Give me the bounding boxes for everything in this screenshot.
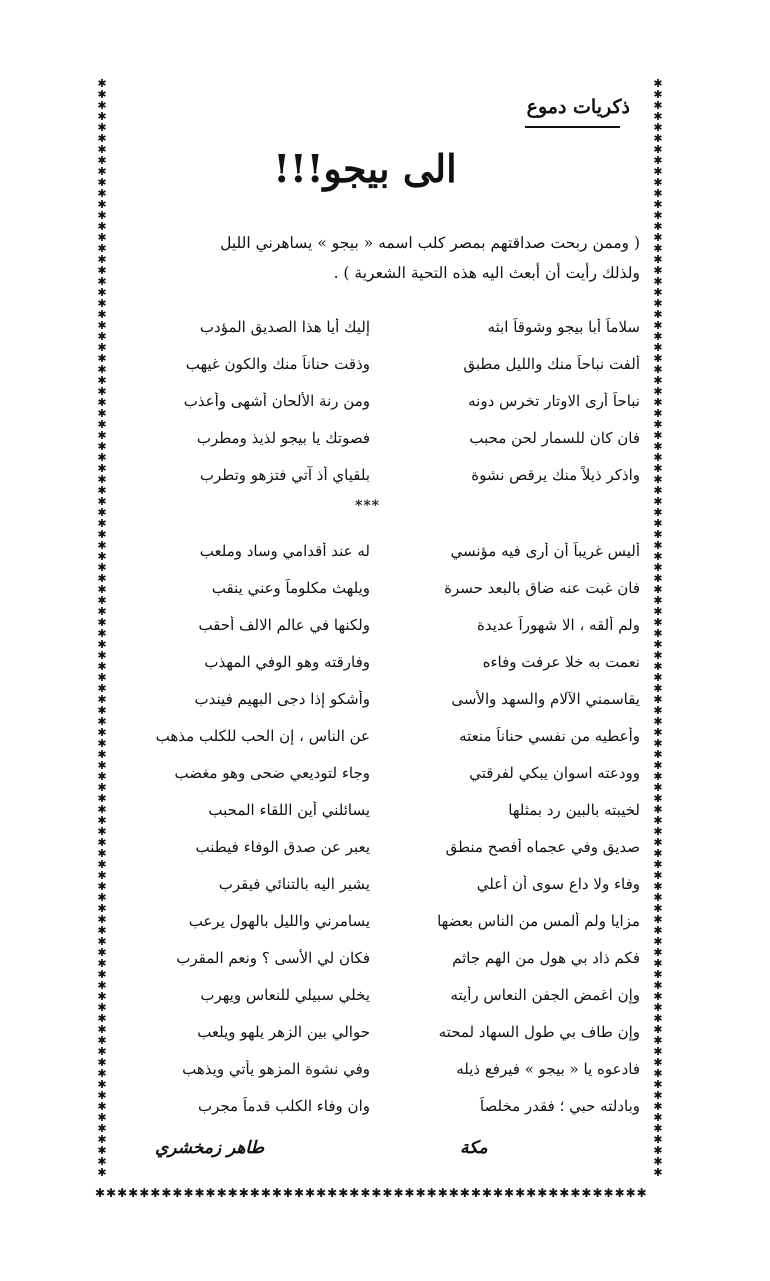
star-ornament: ✱ [653,572,663,585]
star-ornament: ✱ [653,649,663,662]
star-ornament: ✱ [97,1056,107,1069]
star-ornament: ✱ [653,99,663,112]
star-ornament: ✱ [97,198,107,211]
star-ornament: ✱ [653,1045,663,1058]
star-ornament: ✱ [97,143,107,156]
star-ornament: ✱ [653,242,663,255]
star-ornament: ✱ [97,286,107,299]
poem-introduction [130,228,640,288]
star-ornament: ✱ [653,957,663,970]
verse-first-hemistich: واذكر ذيلاً منك يرقص نشوة [471,465,640,484]
star-ornament: ✱ [97,1133,107,1146]
star-ornament: ✱ [97,78,107,90]
star-ornament: ✱ [653,1133,663,1146]
star-ornament: ✱ [653,462,663,475]
star-ornament: ✱ [97,836,107,849]
star-ornament: ✱ [653,836,663,849]
star-ornament: ✱ [97,1067,107,1080]
star-ornament: ✱ [653,517,663,530]
right-star-border [651,78,665,1193]
star-ornament: ✱ [97,308,107,321]
star-ornament: ✱ [653,121,663,134]
star-ornament: ✱ [653,605,663,618]
star-ornament: ✱ [653,880,663,893]
star-ornament: ✱ [97,517,107,530]
star-ornament: ✱ [653,616,663,629]
verse-second-hemistich: يشير اليه بالتنائي فيقرب [218,874,370,893]
place-name: مكة [460,1138,488,1158]
star-ornament: ✱ [97,825,107,838]
star-ornament: ✱ [653,286,663,299]
verse-first-hemistich: مزايا ولم ألمس من الناس بعضها [437,911,640,930]
verse-second-hemistich: وفارقته وهو الوفي المهذب [204,652,370,671]
star-ornament: ✱ [653,781,663,794]
star-ornament: ✱ [97,264,107,277]
verse-row [115,939,640,976]
star-ornament: ✱ [97,396,107,409]
star-ornament: ✱ [653,583,663,596]
verse-second-hemistich: ومن رنة الألحان أشهى وأعذب [183,391,370,410]
star-ornament: ✱ [97,935,107,948]
star-ornament: ✱ [653,869,663,882]
star-ornament: ✱ [97,605,107,618]
star-ornament: ✱ [653,726,663,739]
verse-first-hemistich: وإن طاف بي طول السهاد لمحته [438,1022,640,1041]
verse-second-hemistich: له عند أقدامي وساد وملعب [199,541,370,560]
verse-first-hemistich: وأعطيه من نفسي حناناً منعته [459,726,640,745]
verse-row [115,456,640,493]
verse-second-hemistich: فصوتك يا بيجو لذيذ ومطرب [196,428,370,447]
star-ornament: ✱ [97,1045,107,1058]
star-ornament: ✱ [653,1089,663,1102]
star-ornament: ✱ [97,781,107,794]
star-ornament: ✱ [653,825,663,838]
verse-row [115,1013,640,1050]
star-ornament: ✱ [653,132,663,145]
star-ornament: ✱ [97,363,107,376]
star-ornament: ✱ [653,352,663,365]
star-ornament: ✱ [653,429,663,442]
star-ornament: ✱ [97,495,107,508]
star-ornament: ✱ [97,1034,107,1047]
verse-second-hemistich: إليك أيا هذا الصديق المؤدب [199,317,370,336]
verse-second-hemistich: وان وفاء الكلب قدماً مجرب [197,1096,370,1115]
verse-row [115,680,640,717]
verse-second-hemistich: وجاء لتوديعي ضحى وهو مغضب [174,763,370,782]
star-ornament: ✱ [653,253,663,266]
star-ornament: ✱ [97,561,107,574]
star-ornament: ✱ [97,990,107,1003]
star-ornament: ✱ [97,1012,107,1025]
star-ornament: ✱ [653,924,663,937]
star-ornament: ✱ [653,792,663,805]
verse-first-hemistich: فان غبت عنه ضاق بالبعد حسرة [444,578,640,597]
star-ornament: ✱ [97,209,107,222]
star-ornament: ✱ [97,704,107,717]
star-ornament: ✱ [97,374,107,387]
star-ornament: ✱ [97,110,107,123]
star-ornament: ✱ [97,484,107,497]
star-ornament: ✱ [653,660,663,673]
star-ornament: ✱ [97,440,107,453]
star-ornament: ✱ [97,1111,107,1124]
star-ornament: ✱ [97,869,107,882]
star-ornament: ✱ [653,528,663,541]
star-ornament: ✱ [97,737,107,750]
star-ornament: ✱ [97,253,107,266]
star-ornament: ✱ [653,935,663,948]
star-ornament: ✱ [97,429,107,442]
star-ornament: ✱ [653,1067,663,1080]
star-ornament: ✱ [97,550,107,563]
star-ornament: ✱ [653,165,663,178]
stanza-one [115,308,640,493]
star-ornament: ✱ [653,1111,663,1124]
star-ornament: ✱ [97,792,107,805]
verse-first-hemistich: وودعته اسوان يبكي لفرقتي [469,763,640,782]
star-ornament: ✱ [97,891,107,904]
stanza-separator: *** [355,498,380,514]
verse-row [115,754,640,791]
star-ornament: ✱ [97,1155,107,1168]
star-ornament: ✱ [97,770,107,783]
star-ornament: ✱ [97,385,107,398]
verse-first-hemistich: وإن اغمض الجفن النعاس رأيته [450,985,640,1004]
star-ornament: ✱ [653,561,663,574]
star-ornament: ✱ [97,99,107,112]
verse-row [115,828,640,865]
star-ornament: ✱ [97,594,107,607]
star-ornament: ✱ [97,451,107,464]
star-ornament: ✱ [653,319,663,332]
star-ornament: ✱ [97,1001,107,1014]
star-ornament: ✱ [653,913,663,926]
verse-row [115,1050,640,1087]
star-ornament: ✱ [97,121,107,134]
star-ornament: ✱ [653,363,663,376]
star-ornament: ✱ [653,627,663,640]
star-ornament: ✱ [97,682,107,695]
star-ornament: ✱ [653,440,663,453]
star-ornament: ✱ [97,462,107,475]
star-ornament: ✱ [653,704,663,717]
verse-second-hemistich: وأشكو إذا دجى البهيم فيندب [194,689,370,708]
intro-line: ( وممن ربحت صداقتهم بمصر كلب اسمه « بيجو » يساهرني الليل [220,234,640,252]
star-ornament: ✱ [653,1034,663,1047]
star-ornament: ✱ [97,330,107,343]
star-ornament: ✱ [653,78,663,90]
star-ornament: ✱ [653,847,663,860]
star-ornament: ✱ [653,231,663,244]
star-ornament: ✱ [97,715,107,728]
star-ornament: ✱ [97,165,107,178]
verse-second-hemistich: فكان لي الأسى ؟ ونعم المقرب [176,948,370,967]
star-ornament: ✱ [653,759,663,772]
star-ornament: ✱ [653,495,663,508]
verse-first-hemistich: سلاماً أبا بيجو وشوقاً ابثه [487,317,640,336]
star-ornament: ✱ [97,176,107,189]
verse-row [115,1087,640,1124]
star-ornament: ✱ [97,407,107,420]
star-ornament: ✱ [653,1166,663,1179]
star-ornament: ✱ [97,572,107,585]
verse-second-hemistich: يسامرني والليل بالهول يرعب [188,911,370,930]
star-ornament: ✱ [97,814,107,827]
star-ornament: ✱ [97,319,107,332]
star-ornament: ✱ [653,594,663,607]
star-ornament: ✱ [97,1078,107,1091]
star-ornament: ✱ [97,627,107,640]
star-ornament: ✱ [653,407,663,420]
star-ornament: ✱ [653,946,663,959]
verse-first-hemistich: وبادلته حبي ؛ فقدر مخلصاً [479,1096,640,1115]
star-ornament: ✱ [97,583,107,596]
star-ornament: ✱ [653,484,663,497]
verse-first-hemistich: فادعوه يا « بيجو » فيرفع ذيله [456,1059,640,1078]
star-ornament: ✱ [97,693,107,706]
star-ornament: ✱ [653,1155,663,1168]
verse-row [115,791,640,828]
star-ornament: ✱ [653,891,663,904]
star-ornament: ✱ [653,143,663,156]
star-ornament: ✱ [653,88,663,101]
star-ornament: ✱ [97,671,107,684]
star-ornament: ✱ [653,1100,663,1113]
star-ornament: ✱ [653,418,663,431]
star-ornament: ✱ [653,198,663,211]
star-ornament: ✱ [653,275,663,288]
left-star-border [95,78,109,1193]
star-ornament: ✱ [653,715,663,728]
verse-first-hemistich: وفاء ولا داع سوى أن أعلي [476,874,640,893]
star-ornament: ✱ [97,1122,107,1135]
star-ornament: ✱ [97,957,107,970]
verse-first-hemistich: أليس غريباً أن أرى فيه مؤنسي [450,541,640,560]
star-ornament: ✱ [653,814,663,827]
verse-row [115,382,640,419]
star-ornament: ✱ [97,506,107,519]
star-ornament: ✱ [653,451,663,464]
star-ornament: ✱ [653,187,663,200]
star-ornament: ✱ [653,209,663,222]
verse-row [115,345,640,382]
star-ornament: ✱ [653,220,663,233]
star-ornament: ✱ [97,231,107,244]
star-ornament: ✱ [97,759,107,772]
bottom-star-border: ✱✱✱✱✱✱✱✱✱✱✱✱✱✱✱✱✱✱✱✱✱✱✱✱✱✱✱✱✱✱✱✱✱✱✱✱✱✱✱✱✱✱✱✱✱✱✱✱✱✱ [95,1186,648,1200]
verse-first-hemistich: نباحاً أرى الاوتار تخرس دونه [468,391,640,410]
verse-second-hemistich: يعبر عن صدق الوفاء فيطنب [195,837,370,856]
verse-row [115,902,640,939]
star-ornament: ✱ [653,341,663,354]
verse-second-hemistich: ولكنها في عالم الالف أحقب [198,615,370,634]
star-ornament: ✱ [653,968,663,981]
star-ornament: ✱ [97,1089,107,1102]
verse-first-hemistich: فكم ذاد بي هول من الهم جاثم [452,948,640,967]
star-ornament: ✱ [653,550,663,563]
star-ornament: ✱ [97,473,107,486]
verse-row [115,308,640,345]
section-heading-underline [525,126,620,128]
verse-row [115,717,640,754]
star-ornament: ✱ [97,352,107,365]
star-ornament: ✱ [653,990,663,1003]
star-ornament: ✱ [97,902,107,915]
star-ornament: ✱ [653,682,663,695]
verse-row [115,569,640,606]
star-ornament: ✱ [97,649,107,662]
verse-first-hemistich: فان كان للسمار لحن محبب [469,428,640,447]
star-ornament: ✱ [97,946,107,959]
verse-second-hemistich: حوالي بين الزهر يلهو ويلعب [197,1022,370,1041]
star-ornament: ✱ [97,913,107,926]
star-ornament: ✱ [653,1001,663,1014]
star-ornament: ✱ [97,1166,107,1179]
star-ornament: ✱ [653,1023,663,1036]
verse-second-hemistich: يخلي سبيلي للنعاس ويهرب [200,985,370,1004]
star-ornament: ✱ [97,979,107,992]
star-ornament: ✱ [97,638,107,651]
star-ornament: ✱ [97,660,107,673]
star-ornament: ✱ [653,176,663,189]
star-ornament: ✱ [653,803,663,816]
star-ornament: ✱ [653,297,663,310]
star-ornament: ✱ [653,979,663,992]
star-ornament: ✱ [97,418,107,431]
star-ornament: ✱ [97,880,107,893]
star-ornament: ✱ [653,110,663,123]
star-ornament: ✱ [97,1023,107,1036]
intro-line: ولذلك رأيت أن أبعث اليه هذه التحية الشعرية ) . [333,264,640,282]
star-ornament: ✱ [653,671,663,684]
star-ornament: ✱ [653,396,663,409]
star-ornament: ✱ [97,1100,107,1113]
poem-title: الى بيجو!!! [273,146,457,191]
star-ornament: ✱ [97,528,107,541]
star-ornament: ✱ [97,748,107,761]
star-ornament: ✱ [653,385,663,398]
star-ornament: ✱ [653,1056,663,1069]
star-ornament: ✱ [97,858,107,871]
star-ornament: ✱ [653,308,663,321]
verse-row [115,606,640,643]
star-ornament: ✱ [97,803,107,816]
verse-first-hemistich: نعمت به خلا عرفت وفاءه [482,652,640,671]
star-ornament: ✱ [653,748,663,761]
star-ornament: ✱ [653,770,663,783]
verse-first-hemistich: صديق وفي عجماه أفصح منطق [445,837,640,856]
star-ornament: ✱ [97,847,107,860]
verse-second-hemistich: ويلهث مكلوماً وعني ينقب [211,578,370,597]
verse-row [115,419,640,456]
star-ornament: ✱ [653,693,663,706]
star-ornament: ✱ [97,132,107,145]
star-ornament: ✱ [653,473,663,486]
section-heading: ذكريات دموع [526,96,630,118]
star-ornament: ✱ [97,968,107,981]
star-ornament: ✱ [97,154,107,167]
star-ornament: ✱ [97,1144,107,1157]
star-ornament: ✱ [653,264,663,277]
star-ornament: ✱ [97,726,107,739]
verse-second-hemistich: وذقت حناناً منك والكون غيهب [185,354,370,373]
verse-row [115,532,640,569]
star-ornament: ✱ [97,924,107,937]
star-ornament: ✱ [97,220,107,233]
verse-row [115,976,640,1013]
verse-second-hemistich: عن الناس ، إن الحب للكلب مذهب [155,726,370,745]
verse-second-hemistich: يسائلني أين اللقاء المحبب [208,800,370,819]
star-ornament: ✱ [97,242,107,255]
star-ornament: ✱ [97,341,107,354]
star-ornament: ✱ [653,902,663,915]
star-ornament: ✱ [97,187,107,200]
star-ornament: ✱ [653,1078,663,1091]
star-ornament: ✱ [653,539,663,552]
verse-second-hemistich: وفي نشوة المزهو يأتي ويذهب [182,1059,370,1078]
star-ornament: ✱ [653,1144,663,1157]
star-ornament: ✱ [653,506,663,519]
star-ornament: ✱ [653,1122,663,1135]
verse-first-hemistich: يقاسمني الآلام والسهد والأسى [451,689,640,708]
verse-row [115,643,640,680]
author-signature: طاهر زمخشري [155,1138,265,1158]
star-ornament: ✱ [653,638,663,651]
star-ornament: ✱ [97,88,107,101]
verse-first-hemistich: ألفت نباحاً منك والليل مطبق [463,354,640,373]
star-ornament: ✱ [653,1012,663,1025]
star-ornament: ✱ [653,330,663,343]
verse-second-hemistich: بلقياي أذ آتي فتزهو وتطرب [199,465,370,484]
star-ornament: ✱ [653,737,663,750]
star-ornament: ✱ [653,374,663,387]
star-ornament: ✱ [97,297,107,310]
star-ornament: ✱ [653,154,663,167]
star-ornament: ✱ [653,858,663,871]
verse-first-hemistich: لخيبته بالبين رد بمثلها [508,800,640,819]
stanza-two [115,532,640,1124]
star-ornament: ✱ [97,616,107,629]
verse-row [115,865,640,902]
star-ornament: ✱ [97,275,107,288]
verse-first-hemistich: ولم ألقه ، الا شهوراً عديدة [477,615,640,634]
star-ornament: ✱ [97,539,107,552]
